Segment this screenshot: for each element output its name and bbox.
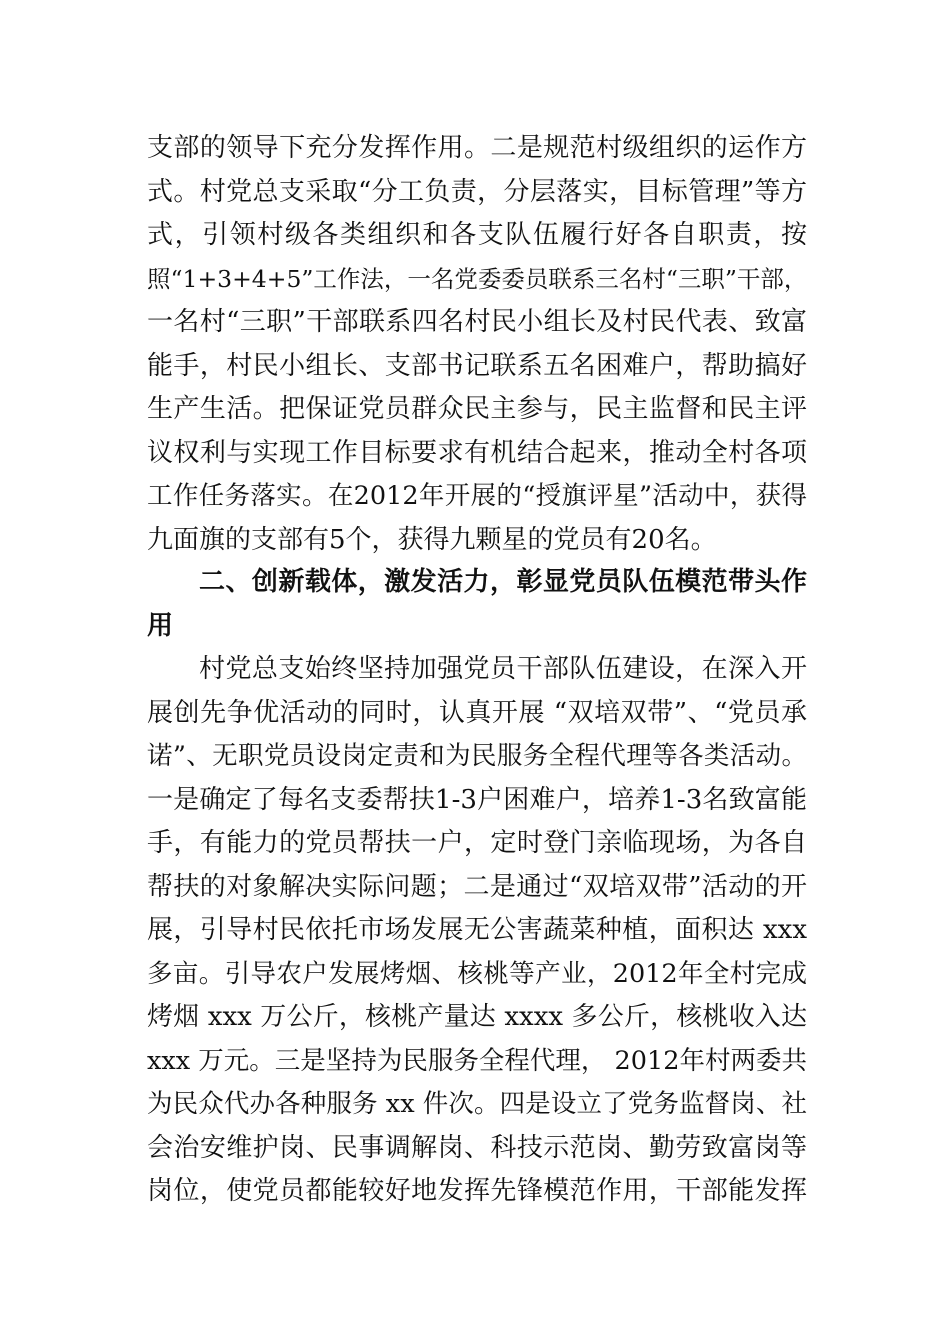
paragraph-1-line: 支部的领导下充分发挥作用。二是规范村级组织的运作方	[147, 133, 807, 163]
paragraph-2-line: 帮扶的对象解决实际问题；二是通过“双培双带”活动的开	[147, 871, 807, 902]
paragraph-2-line: 村党总支始终坚持加强党员干部队伍建设，在深入开	[199, 654, 807, 684]
paragraph-2-line: 会治安维护岗、民事调解岗、科技示范岗、勤劳致富岗等	[147, 1132, 807, 1163]
paragraph-2-line: 展创先争优活动的同时，认真开展 “双培双带”、“党员承	[147, 697, 807, 728]
section-heading-line: 用	[147, 610, 174, 641]
paragraph-1	[147, 127, 807, 562]
paragraph-2-line: xxx 万元。三是坚持为民服务全程代理， 2012年村两委共	[147, 1045, 807, 1076]
paragraph-1-line: 生产生活。把保证党员群众民主参与，民主监督和民主评	[147, 394, 807, 424]
paragraph-1-line: 议权利与实现工作目标要求有机结合起来，推动全村各项	[147, 437, 807, 468]
paragraph-2	[147, 648, 807, 1214]
paragraph-1-line: 工作任务落实。在2012年开展的“授旗评星”活动中，获得	[147, 481, 807, 511]
paragraph-2-line: 一是确定了每名支委帮扶1-3户困难户，培养1-3名致富能	[147, 784, 807, 815]
paragraph-1-line: 式。村党总支采取“分工负责，分层落实，目标管理”等方	[147, 176, 807, 207]
paragraph-2-line: 岗位，使党员都能较好地发挥先锋模范作用，干部能发挥	[147, 1176, 807, 1206]
paragraph-1-line: 照“1+3+4+5”工作法，一名党委委员联系三名村“三职”干部，	[147, 264, 808, 293]
paragraph-1-line: 九面旗的支部有5个，获得九颗星的党员有20名。	[147, 524, 717, 555]
paragraph-2-line: 诺”、无职党员设岗定责和为民服务全程代理等各类活动。	[147, 741, 807, 771]
paragraph-2-line: 多亩。引导农户发展烤烟、核桃等产业，2012年全村完成	[147, 958, 807, 989]
paragraph-1-line: 一名村“三职”干部联系四名村民小组长及村民代表、致富	[147, 307, 807, 337]
section-heading	[147, 561, 807, 648]
paragraph-2-line: 烤烟 xxx 万公斤，核桃产量达 xxxx 多公斤，核桃收入达	[147, 1002, 807, 1032]
paragraph-1-line: 能手，村民小组长、支部书记联系五名困难户，帮助搞好	[147, 350, 807, 381]
paragraph-1-line: 式，引领村级各类组织和各支队伍履行好各自职责，按	[147, 220, 807, 250]
paragraph-2-line: 展，引导村民依托市场发展无公害蔬菜种植，面积达 xxx	[147, 915, 807, 945]
section-heading-line: 二、创新载体，激发活力，彰显党员队伍模范带头作	[199, 567, 807, 597]
paragraph-2-line: 手，有能力的党员帮扶一户，定时登门亲临现场，为各自	[147, 828, 807, 858]
paragraph-2-line: 为民众代办各种服务 xx 件次。四是设立了党务监督岗、社	[147, 1089, 807, 1119]
